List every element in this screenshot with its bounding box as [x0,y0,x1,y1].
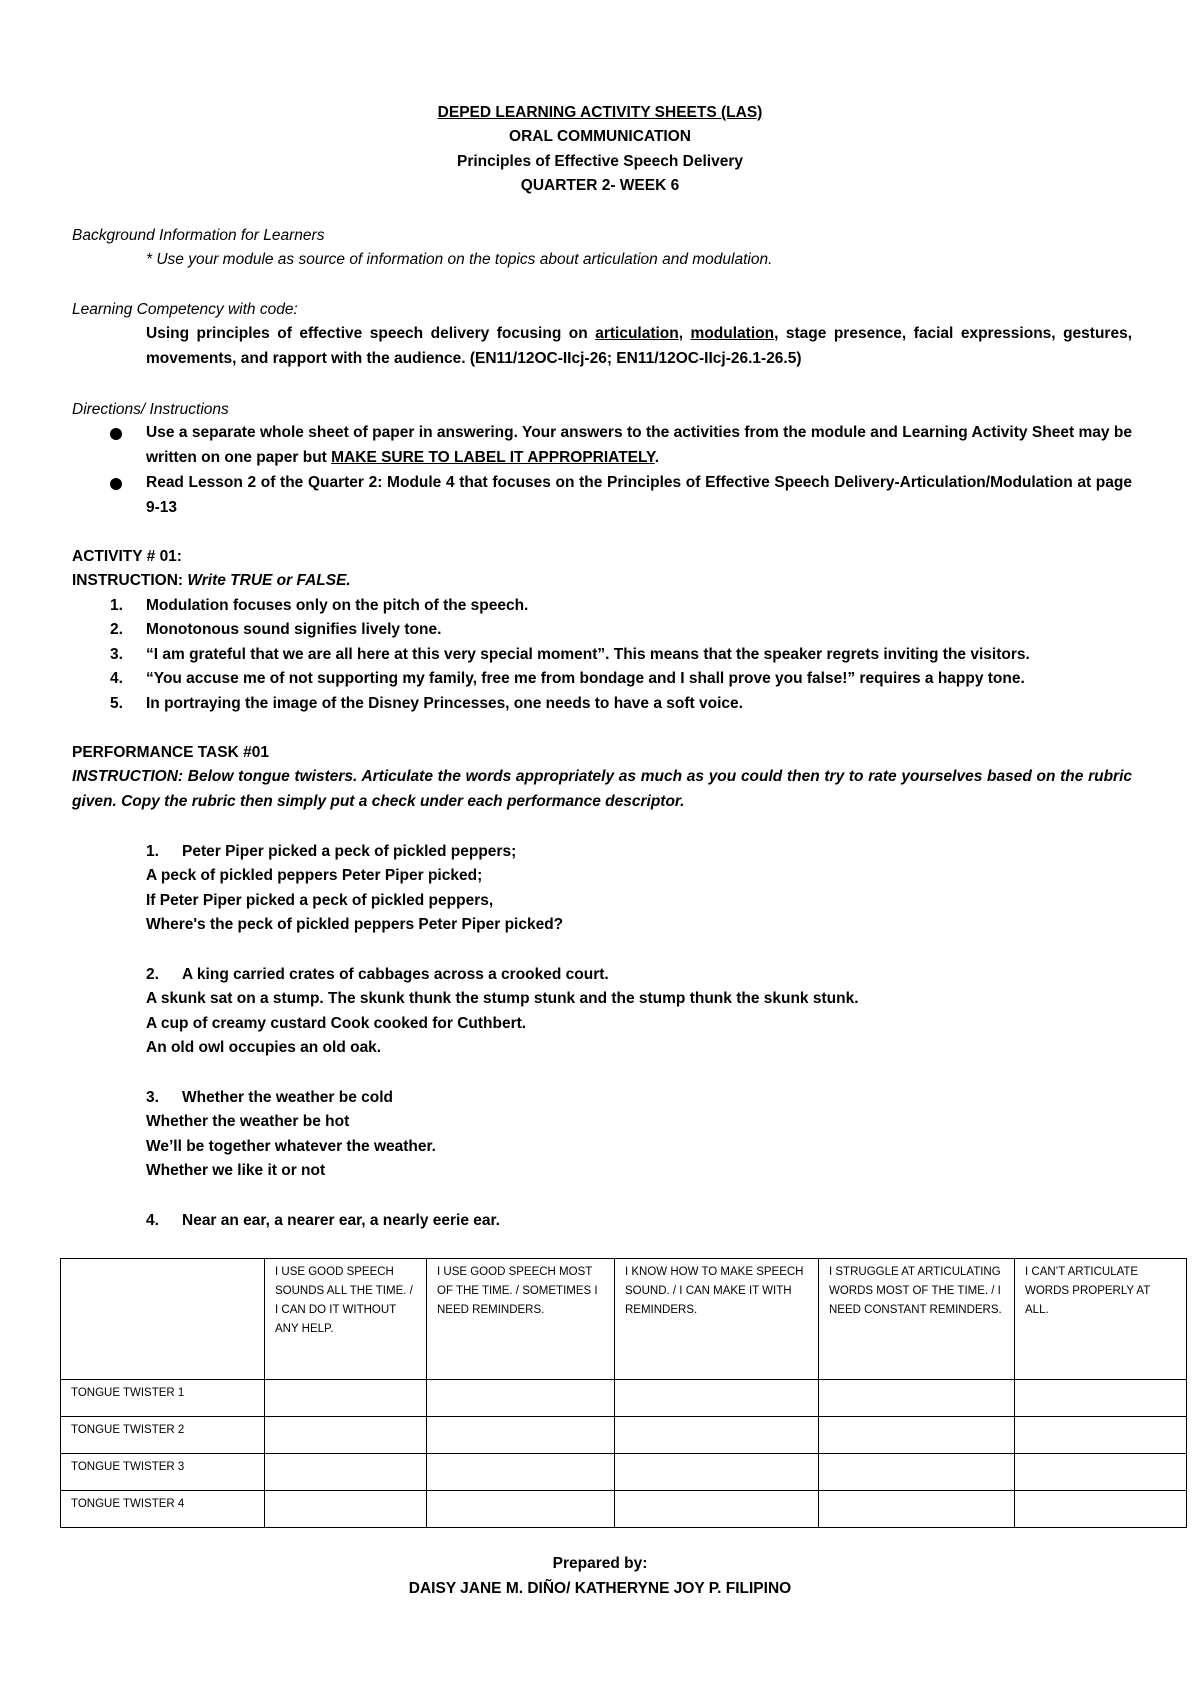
competency-comma: , [678,325,691,342]
twister-line: Whether the weather be hot [146,1113,350,1130]
competency-text-suffix: , stage presence, facial expressions, gestures, movements, and rapport with the audience. (EN11/12OC-IIcj-26; EN11/12OC-IIcj-26.1-26.5) [146,325,1132,367]
rubric-descriptor-4: I STRUGGLE AT ARTICULATING WORDS MOST OF THE TIME. / I NEED CONSTANT REMINDERS. [819,1259,1015,1380]
twister-line [146,1211,500,1231]
rubric-cell [1015,1454,1187,1491]
twister-line [146,842,516,862]
activity-instruction-text: Write TRUE or FALSE. [187,572,351,589]
competency-heading: Learning Competency with code: [72,301,298,318]
rubric-row-label: TONGUE TWISTER 4 [61,1491,265,1528]
rubric-row-label: TONGUE TWISTER 3 [61,1454,265,1491]
competency-text [146,321,1132,371]
rubric-row [61,1491,1187,1528]
twister-number: 1. [146,843,159,860]
twister-line: Where's the peck of pickled peppers Peter Piper picked? [146,916,564,933]
rubric-row [61,1417,1187,1454]
direction-1-emphasis: MAKE SURE TO LABEL IT APPROPRIATELY [331,449,655,466]
twister-line: We’ll be together whatever the weather. [146,1138,436,1155]
quarter-week: QUARTER 2- WEEK 6 [520,177,680,194]
performance-heading: PERFORMANCE TASK #01 [72,744,269,761]
competency-modulation: modulation [690,325,775,342]
activity-heading: ACTIVITY # 01: [72,548,182,565]
rubric-cell [615,1454,819,1491]
rubric-cell [819,1454,1015,1491]
rubric-header-row [61,1259,1187,1380]
rubric-descriptor-1: I USE GOOD SPEECH SOUNDS ALL THE TIME. / I CAN DO IT WITHOUT ANY HELP. [265,1259,427,1380]
twister-number: 2. [146,966,159,983]
twister-line: A skunk sat on a stump. The skunk thunk the stump stunk and the stump thunk the skunk stunk. [146,990,859,1007]
twister-line: A peck of pickled peppers Peter Piper picked; [146,867,483,884]
item-number: 1. [110,597,123,614]
item-number: 4. [110,670,123,687]
background-text: * Use your module as source of information on the topics about articulation and modulation. [146,251,773,268]
rubric-descriptor-3: I KNOW HOW TO MAKE SPEECH SOUND. / I CAN MAKE IT WITH REMINDERS. [615,1259,819,1380]
rubric-cell [265,1491,427,1528]
twister-text: Whether the weather be cold [182,1089,394,1106]
activity-instruction [72,571,351,591]
rubric-cell [1015,1417,1187,1454]
directions-heading: Directions/ Instructions [72,401,229,418]
performance-instruction: INSTRUCTION: Below tongue twisters. Articulate the words appropriately as much as you could then try to rate yourselves based on the rubric given. Copy the rubric then simply put a check under each performance descriptor. [72,768,1132,810]
item-text: Modulation focuses only on the pitch of the speech. [146,597,529,614]
rubric-cell [427,1380,615,1417]
rubric-cell [819,1380,1015,1417]
rubric-descriptor-2: I USE GOOD SPEECH MOST OF THE TIME. / SOMETIMES I NEED REMINDERS. [427,1259,615,1380]
rubric-cell [615,1380,819,1417]
rubric-cell [265,1454,427,1491]
item-number: 3. [110,646,123,663]
rubric-table [60,1258,1187,1528]
rubric-cell [427,1491,615,1528]
activity-item [110,645,1030,665]
prepared-by-label: Prepared by: [552,1555,648,1572]
activity-item [110,596,528,616]
twister-line: Whether we like it or not [146,1162,326,1179]
doc-title: DEPED LEARNING ACTIVITY SHEETS (LAS) [437,104,763,121]
twister-number: 4. [146,1212,159,1229]
competency-text-prefix: Using principles of effective speech delivery focusing on [146,325,596,342]
activity-item [110,669,1025,689]
activity-item [110,620,441,640]
rubric-row-label: TONGUE TWISTER 1 [61,1380,265,1417]
item-text: In portraying the image of the Disney Princesses, one needs to have a soft voice. [146,695,743,712]
rubric-cell [265,1380,427,1417]
rubric-cell [819,1491,1015,1528]
rubric-row [61,1454,1187,1491]
bullet-icon [110,428,122,440]
rubric-cell [615,1417,819,1454]
twister-line [146,1088,393,1108]
rubric-cell [819,1417,1015,1454]
twister-line: An old owl occupies an old oak. [146,1039,382,1056]
activity-instruction-label: INSTRUCTION: [72,572,188,589]
rubric-descriptor-5: I CAN’T ARTICULATE WORDS PROPERLY AT ALL. [1015,1259,1187,1380]
rubric-cell [427,1417,615,1454]
authors: DAISY JANE M. DIÑO/ KATHERYNE JOY P. FILIPINO [408,1580,792,1597]
rubric-cell [265,1417,427,1454]
rubric-cell [615,1491,819,1528]
topic-title: Principles of Effective Speech Delivery [456,153,743,170]
rubric-cell [1015,1380,1187,1417]
activity-item [110,694,743,714]
rubric-cell [427,1454,615,1491]
background-heading: Background Information for Learners [72,227,325,244]
twister-line [146,965,609,985]
rubric-cell [1015,1491,1187,1528]
competency-articulation: articulation [595,325,679,342]
subject-title: ORAL COMMUNICATION [509,128,691,145]
twister-number: 3. [146,1089,159,1106]
twister-text: Peter Piper picked a peck of pickled peppers; [182,843,517,860]
bullet-icon [110,478,122,490]
rubric-row [61,1380,1187,1417]
direction-1-text: Use a separate whole sheet of paper in answering. Your answers to the activities from the module and Learning Activity Sheet may be written on one paper but [146,424,1132,466]
twister-text: A king carried crates of cabbages across a crooked court. [182,966,609,983]
item-text: Monotonous sound signifies lively tone. [146,621,442,638]
rubric-corner-cell [61,1259,265,1380]
direction-item-2: Read Lesson 2 of the Quarter 2: Module 4 that focuses on the Principles of Effective Speech Delivery-Articulation/Modulation at page 9-13 [146,474,1132,516]
rubric-row-label: TONGUE TWISTER 2 [61,1417,265,1454]
item-text: “I am grateful that we are all here at this very special moment”. This means that the speaker regrets inviting the visitors. [146,646,1030,663]
item-number: 5. [110,695,123,712]
direction-item-1 [146,420,1132,470]
twister-line: If Peter Piper picked a peck of pickled peppers, [146,892,494,909]
direction-1-period: . [654,449,659,466]
twister-line: A cup of creamy custard Cook cooked for Cuthbert. [146,1015,527,1032]
twister-text: Near an ear, a nearer ear, a nearly eerie ear. [182,1212,500,1229]
item-number: 2. [110,621,123,638]
item-text: “You accuse me of not supporting my family, free me from bondage and I shall prove you false!” requires a happy tone. [146,670,1025,687]
